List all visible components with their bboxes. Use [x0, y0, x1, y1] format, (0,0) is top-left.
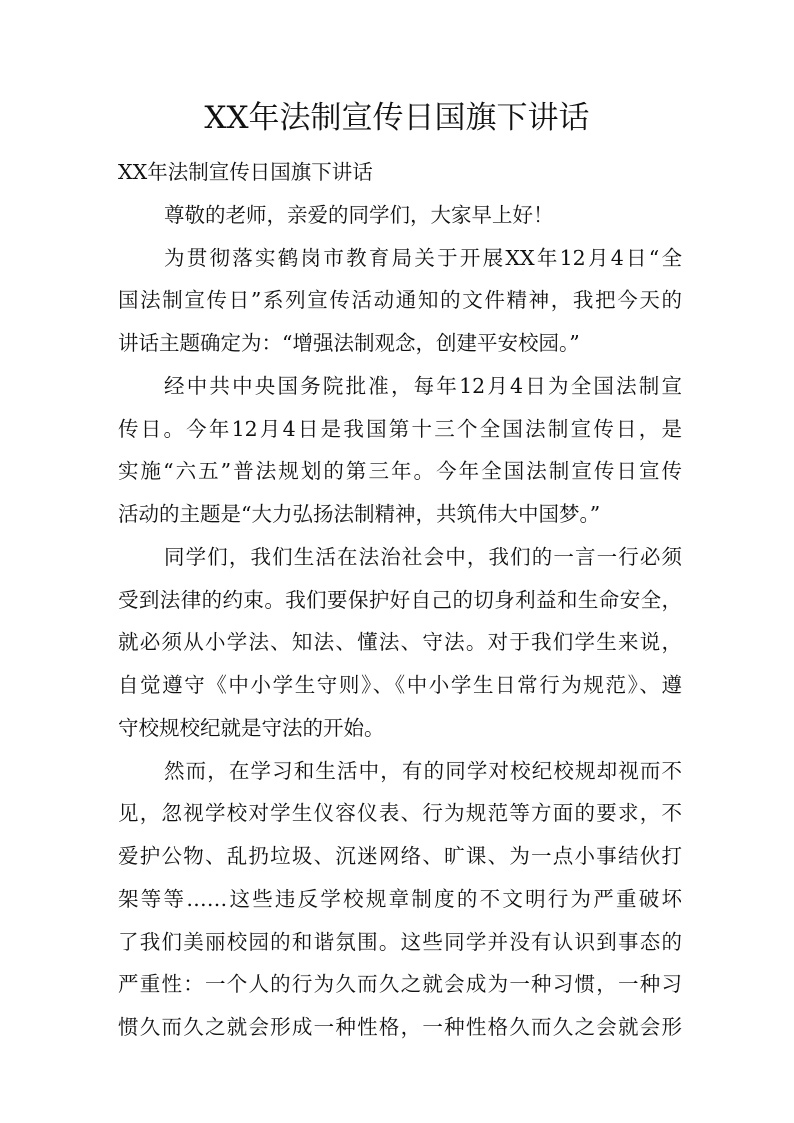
text-line: 严重性：一个人的行为久而久之就会成为一种习惯，一种习: [118, 972, 682, 997]
paragraph: [118, 237, 682, 365]
paragraph: [118, 194, 682, 237]
text-line: 同学们，我们生活在法治社会中，我们的一言一行必须: [164, 544, 682, 569]
text-line: 传日。今年12月4日是我国第十三个全国法制宣传日，是: [118, 416, 682, 441]
text-line: 见，忽视学校对学生仪容仪表、行为规范等方面的要求，不: [118, 801, 682, 826]
text-line: 守校规校纪就是守法的开始。: [118, 715, 385, 740]
text-line: 自觉遵守《中小学生守则》、《中小学生日常行为规范》、遵: [118, 673, 682, 697]
paragraph: [118, 750, 682, 1049]
document-body: [118, 151, 682, 1049]
document-title: XX年法制宣传日国旗下讲话: [204, 100, 590, 136]
text-line: 架等等……这些违反学校规章制度的不文明行为严重破坏: [118, 886, 682, 911]
text-line: 讲话主题确定为：“增强法制观念，创建平安校园。”: [118, 331, 580, 355]
text-line: 为贯彻落实鹤岗市教育局关于开展XX年12月4日“全: [164, 245, 682, 270]
text-line: 尊敬的老师，亲爱的同学们，大家早上好！: [164, 202, 554, 227]
text-line: 经中共中央国务院批准，每年12月4日为全国法制宣: [164, 373, 682, 398]
text-line: 爱护公物、乱扔垃圾、沉迷网络、旷课、为一点小事结伙打: [118, 844, 682, 868]
text-line: 然而，在学习和生活中，有的同学对校纪校规却视而不: [164, 758, 682, 783]
text-line: 国法制宣传日”系列宣传活动通知的文件精神，我把今天的: [118, 288, 682, 313]
paragraph: [118, 536, 682, 750]
text-line: 惯久而久之就会形成一种性格，一种性格久而久之会就会形: [118, 1015, 682, 1039]
text-line: 了我们美丽校园的和谐氛围。这些同学并没有认识到事态的: [118, 929, 682, 954]
text-line: 受到法律的约束。我们要保护好自己的切身利益和生命安全，: [118, 587, 682, 612]
paragraph: [118, 365, 682, 536]
document-subtitle: XX年法制宣传日国旗下讲话: [118, 160, 373, 184]
text-line: 实施“六五”普法规划的第三年。今年全国法制宣传日宣传: [118, 459, 682, 484]
text-line: 就必须从小学法、知法、懂法、守法。对于我们学生来说，: [118, 630, 682, 655]
text-line: 活动的主题是“大力弘扬法制精神，共筑伟大中国梦。”: [118, 502, 601, 526]
paragraphs: [118, 194, 682, 1049]
